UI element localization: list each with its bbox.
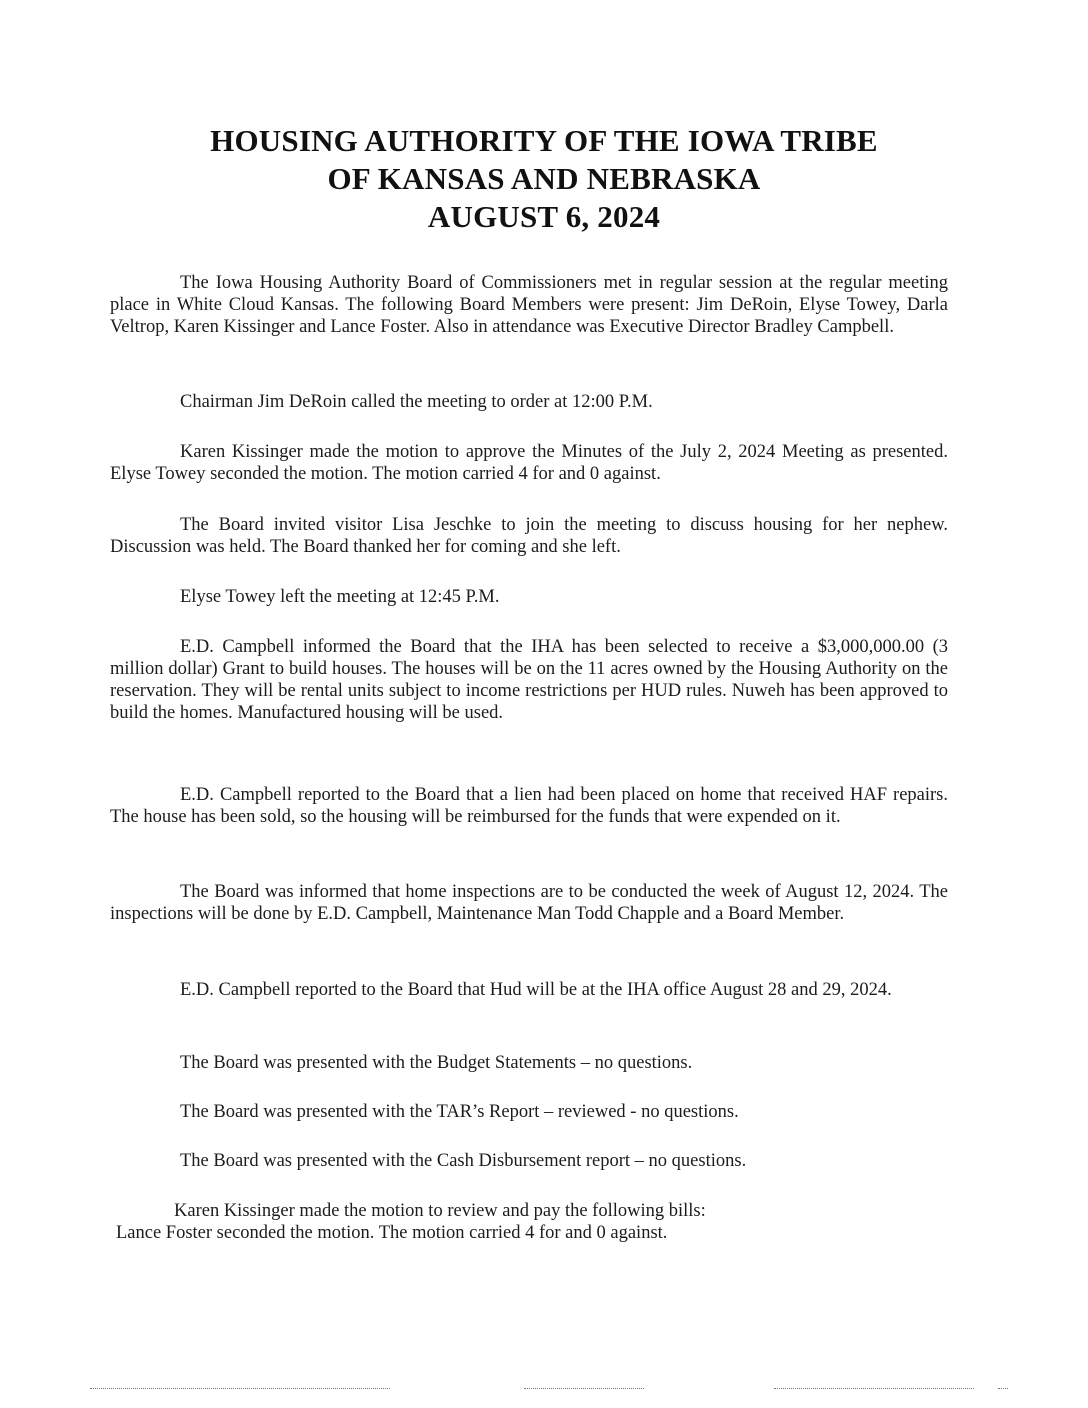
paragraph-towey-left: Elyse Towey left the meeting at 12:45 P.M. xyxy=(180,587,500,607)
pay-bills-line-1: Karen Kissinger made the motion to review and pay the following bills: xyxy=(174,1201,706,1221)
scan-artifact-dots xyxy=(90,1388,1010,1392)
paragraph-approve-minutes: Karen Kissinger made the motion to approve the Minutes of the July 2, 2024 Meeting as presented. Elyse Towey seconded the motion. The motion carried 4 for and 0 against. xyxy=(110,442,948,484)
paragraph-hud-visit: E.D. Campbell reported to the Board that Hud will be at the IHA office August 28 and 29, 2024. xyxy=(180,980,892,1000)
paragraph-visitor: The Board invited visitor Lisa Jeschke to join the meeting to discuss housing for her nephew. Discussion was held. The Board thanked her for coming and she left. xyxy=(110,515,948,557)
document-title xyxy=(0,122,1088,236)
paragraph-call-to-order: Chairman Jim DeRoin called the meeting to order at 12:00 P.M. xyxy=(180,392,653,412)
paragraph-attendance: The Iowa Housing Authority Board of Commissioners met in regular session at the regular meeting place in White Cloud Kansas. The following Board Members were present: Jim DeRoin, Elyse Towey, Darla Veltrop, Karen Kissinger and Lance Foster. Also in attendance was Executive Director Bradley Campbell. xyxy=(110,273,948,337)
paragraph-pay-bills xyxy=(116,1200,954,1244)
pay-bills-line-2: Lance Foster seconded the motion. The motion carried 4 for and 0 against. xyxy=(116,1223,668,1243)
paragraph-inspections: The Board was informed that home inspections are to be conducted the week of August 12, 2024. The inspections will be done by E.D. Campbell, Maintenance Man Todd Chapple and a Board Member. xyxy=(110,882,948,924)
title-line-1: HOUSING AUTHORITY OF THE IOWA TRIBE xyxy=(210,123,878,158)
paragraph-lien: E.D. Campbell reported to the Board that a lien had been placed on home that received HAF repairs. The house has been sold, so the housing will be reimbursed for the funds that were expended on it. xyxy=(110,785,948,827)
title-line-2: OF KANSAS AND NEBRASKA xyxy=(327,161,761,196)
paragraph-budget: The Board was presented with the Budget Statements – no questions. xyxy=(180,1053,693,1073)
paragraph-tar-report: The Board was presented with the TAR’s Report – reviewed - no questions. xyxy=(180,1102,739,1122)
title-line-3: AUGUST 6, 2024 xyxy=(427,199,661,234)
paragraph-grant: E.D. Campbell informed the Board that the IHA has been selected to receive a $3,000,000.00 (3 million dollar) Grant to build houses. The houses will be on the 11 acres owned by the Housing Authority on the reservation. They will be rental units subject to income restrictions per HUD rules. Nuweh has been approved to build the homes. Manufactured housing will be used. xyxy=(110,637,948,723)
paragraph-cash-disbursement: The Board was presented with the Cash Disbursement report – no questions. xyxy=(180,1151,747,1171)
